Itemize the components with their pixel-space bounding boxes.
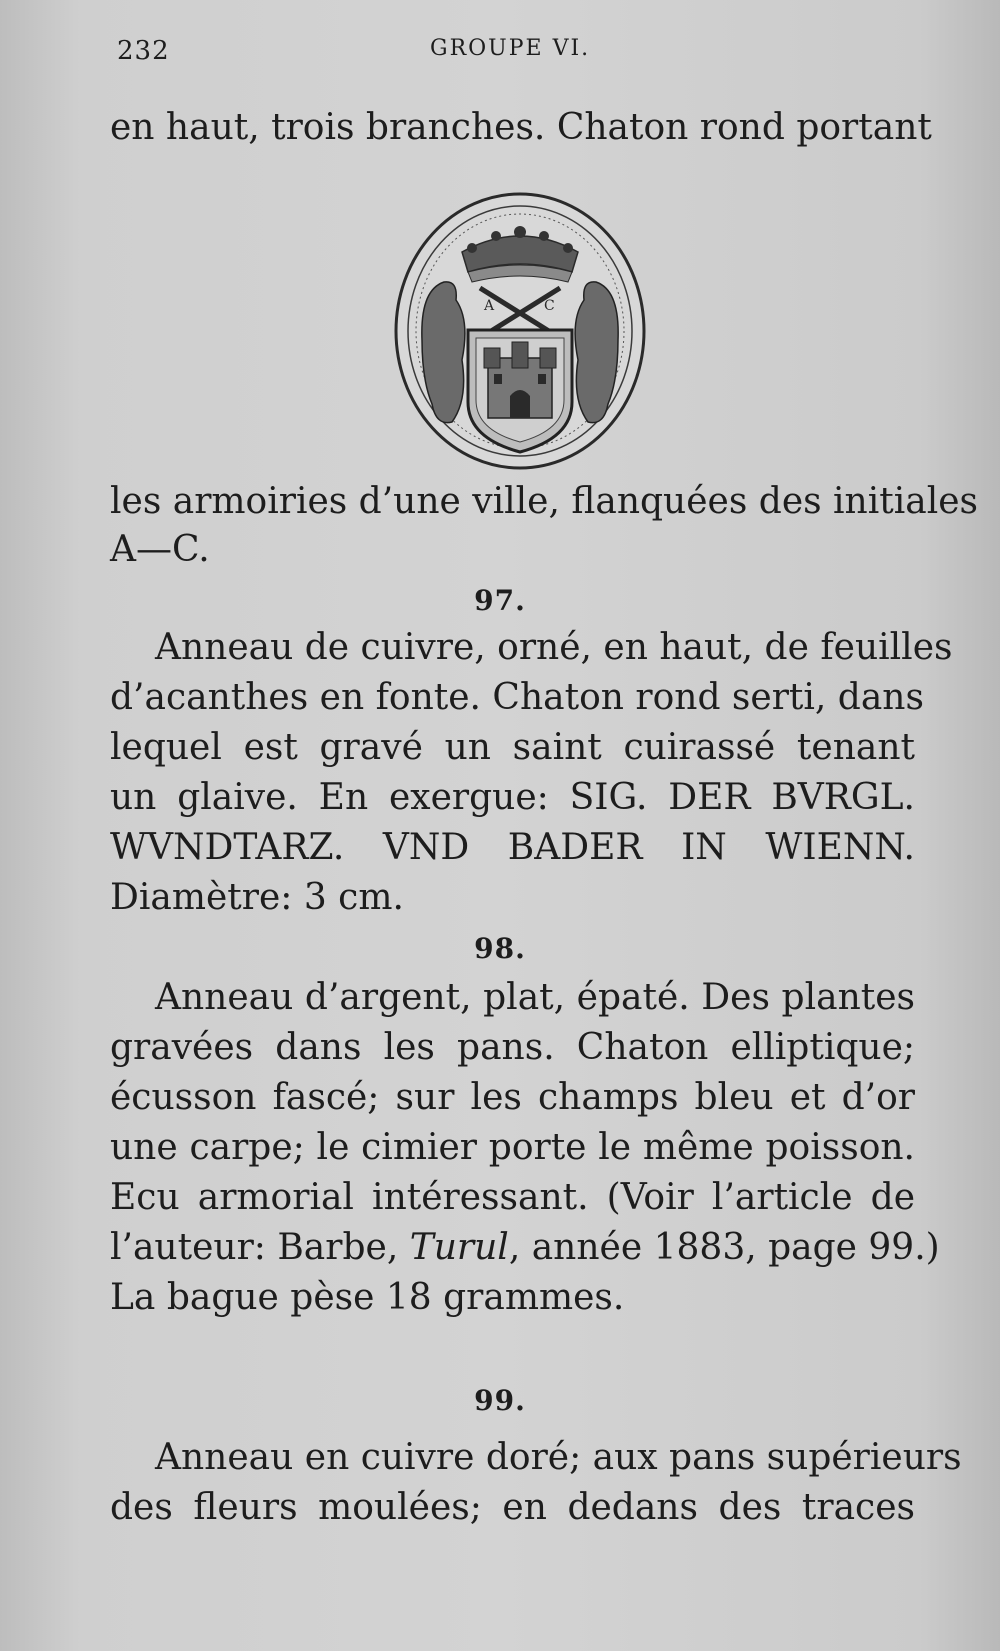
seal-illustration <box>392 190 648 472</box>
text-line: La bague pèse 18 grammes. <box>110 1277 625 1318</box>
journal-title: Turul <box>409 1227 509 1268</box>
text-line: Diamètre: 3 cm. <box>110 877 404 918</box>
text-line: les armoiries d’une ville, flanquées des initiales <box>110 481 978 522</box>
page-number: 232 <box>117 36 170 66</box>
text-line: une carpe; le cimier porte le même poisson. <box>110 1127 915 1168</box>
text-span: , année 1883, page 99.) <box>508 1227 940 1268</box>
text-line: A—C. <box>110 529 210 570</box>
svg-text:A: A <box>484 298 495 314</box>
text-span: l’auteur: Barbe, <box>110 1227 410 1268</box>
text-line: écusson fascé; sur les champs bleu et d’or <box>110 1077 915 1118</box>
entry-number-98: 98. <box>474 932 526 965</box>
text-line: un glaive. En exergue: SIG. DER BVRGL. <box>110 777 915 818</box>
entry-number-99: 99. <box>474 1384 526 1417</box>
text-line: lequel est gravé un saint cuirassé tenant <box>110 727 915 768</box>
text-line: Anneau en cuivre doré; aux pans supérieurs <box>155 1437 962 1478</box>
running-head: GROUPE VI. <box>430 36 591 61</box>
text-line: Anneau de cuivre, orné, en haut, de feuilles <box>155 627 953 668</box>
text-line: WVNDTARZ. VND BADER IN WIENN. <box>110 827 915 868</box>
text-line: Anneau d’argent, plat, épaté. Des plantes <box>155 977 915 1018</box>
text-line: Ecu armorial intéressant. (Voir l’article de <box>110 1177 915 1218</box>
text-line: en haut, trois branches. Chaton rond portant <box>110 107 932 148</box>
text-line: des fleurs moulées; en dedans des traces <box>110 1487 915 1528</box>
entry-number-97: 97. <box>474 584 526 617</box>
text-line: d’acanthes en fonte. Chaton rond serti, dans <box>110 677 924 718</box>
text-line <box>110 1226 940 1270</box>
svg-text:C: C <box>544 298 555 314</box>
text-line: gravées dans les pans. Chaton elliptique; <box>110 1027 915 1068</box>
